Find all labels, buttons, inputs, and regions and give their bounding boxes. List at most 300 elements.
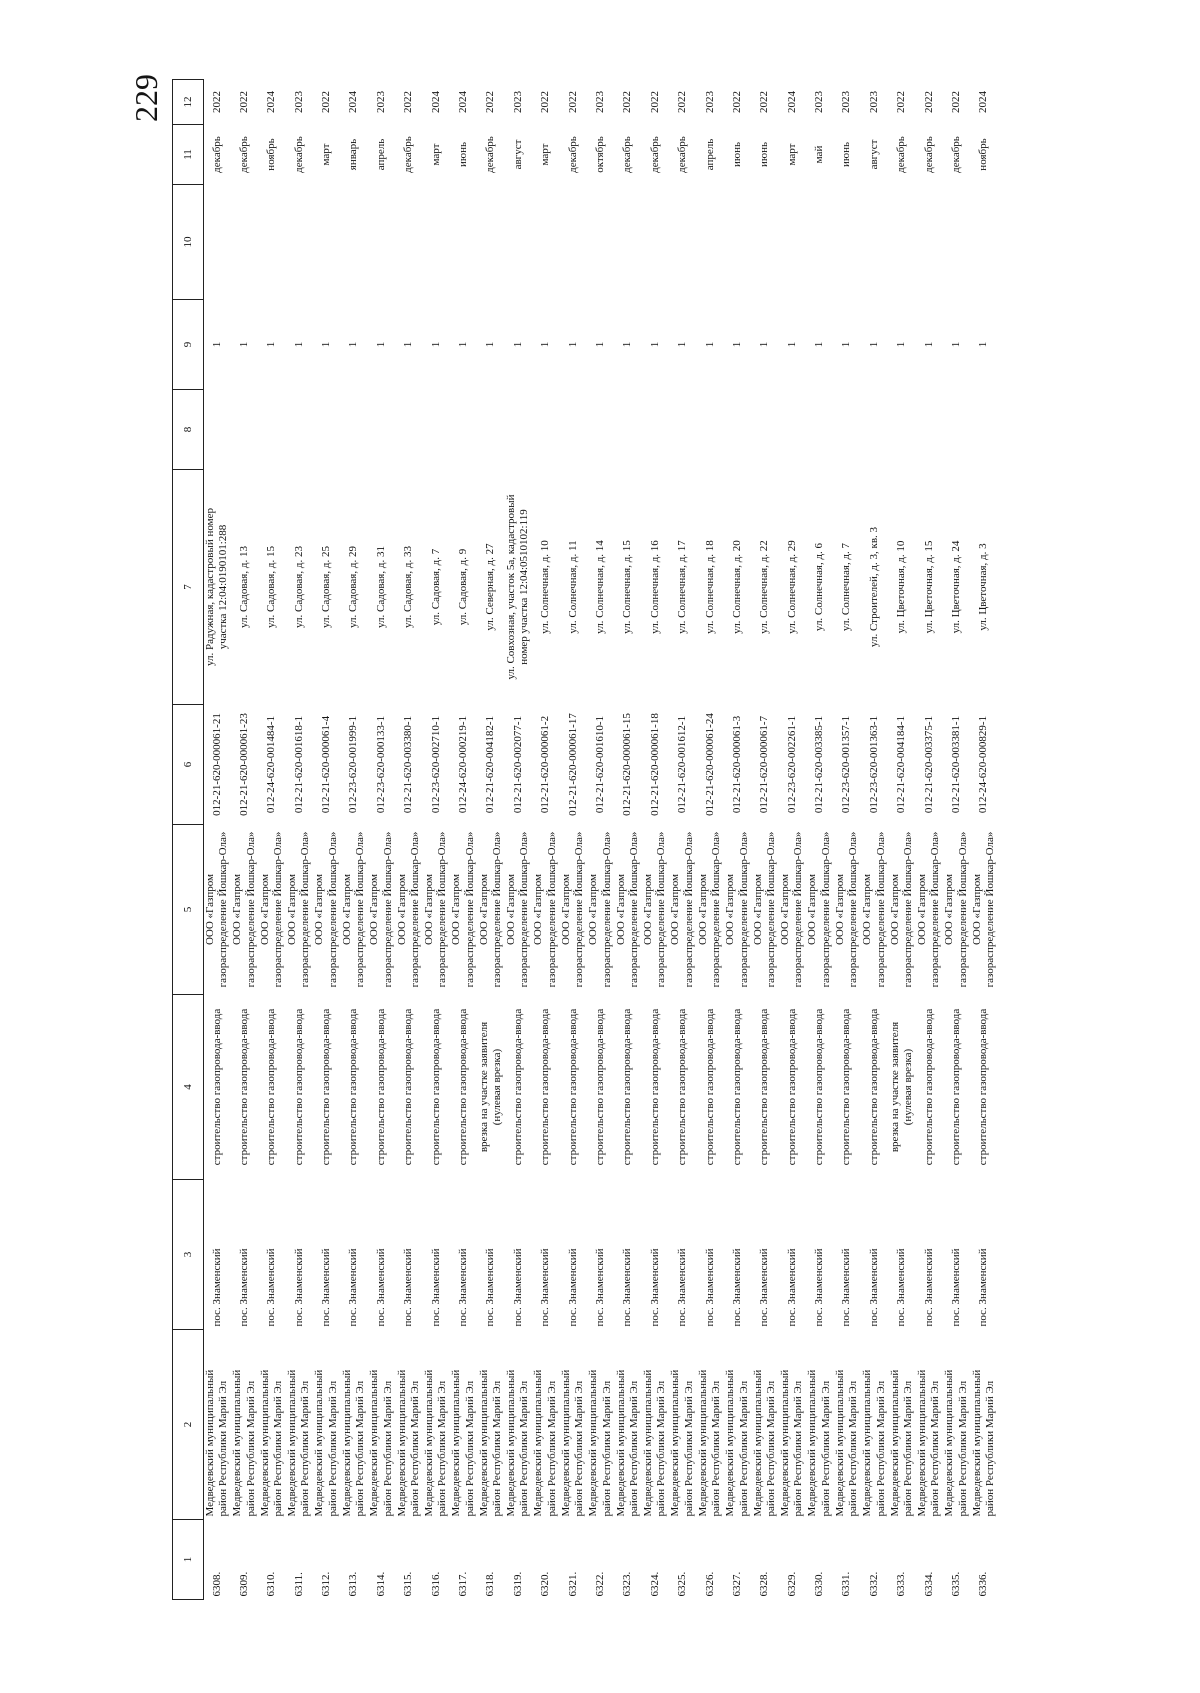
work-type-cell: строительство газопровода-ввода: [621, 1008, 634, 1166]
column-9-cell: 1: [730, 341, 743, 348]
organization-cell: ООО «Газпром газораспределение Йошкар-Ола»: [669, 831, 695, 988]
registry-table: [172, 79, 998, 1600]
month-cell: декабрь: [922, 136, 935, 173]
organization-cell: ООО «Газпром газораспределение Йошкар-Ола»: [204, 831, 230, 988]
district-cell: Медведевский муниципальный район Республики Марий Эл: [970, 1369, 997, 1517]
column-8-cell: [642, 390, 669, 470]
column-8-cell: [231, 390, 258, 470]
settlement-cell: пос. Знаменский: [621, 1248, 634, 1327]
table-row: [943, 80, 970, 1600]
work-type-cell: строительство газопровода-ввода: [840, 1008, 853, 1166]
settlement-cell: пос. Знаменский: [429, 1248, 442, 1327]
month-cell: март: [785, 143, 798, 166]
table-row: [888, 80, 915, 1600]
district-cell: Медведевский муниципальный район Республики Марий Эл: [915, 1369, 942, 1517]
column-9-cell: 1: [237, 341, 250, 348]
organization-cell: ООО «Газпром газораспределение Йошкар-Ола»: [587, 831, 613, 988]
district-cell: Медведевский муниципальный район Республики Марий Эл: [231, 1369, 257, 1517]
work-type-cell: строительство газопровода-ввода: [648, 1008, 661, 1166]
district-cell: Медведевский муниципальный район Республики Марий Эл: [450, 1369, 476, 1517]
month-cell: ноябрь: [265, 138, 278, 171]
settlement-cell: пос. Знаменский: [210, 1248, 223, 1327]
table-row: [916, 80, 943, 1600]
organization-cell: ООО «Газпром газораспределение Йошкар-Ола»: [696, 831, 723, 988]
organization-cell: ООО «Газпром газораспределение Йошкар-Ола»: [285, 831, 312, 988]
address-cell: ул. Цветочная, д. 10: [895, 540, 908, 634]
work-type-cell: строительство газопровода-ввода: [457, 1008, 469, 1166]
column-8-cell: [751, 390, 778, 470]
year-cell: 2023: [511, 91, 524, 113]
address-cell: ул. Садовая, д. 31: [374, 546, 387, 628]
column-8-cell: [395, 390, 422, 470]
column-10-cell: [669, 185, 696, 300]
table-row: [204, 80, 231, 1600]
column-9-cell: 1: [648, 341, 661, 348]
work-type-cell: строительство газопровода-ввода: [292, 1008, 305, 1166]
table-row: [258, 80, 285, 1600]
organization-cell: ООО «Газпром газораспределение Йошкар-Ола»: [970, 831, 997, 988]
column-10-cell: [231, 185, 258, 300]
column-10-cell: [806, 185, 833, 300]
month-cell: октябрь: [593, 136, 606, 173]
district-cell: Медведевский муниципальный район Республики Марий Эл: [614, 1369, 641, 1517]
month-cell: март: [429, 143, 442, 166]
column-9-cell: 1: [210, 341, 223, 348]
column-10-cell: [587, 185, 614, 300]
work-type-cell: строительство газопровода-ввода: [402, 1008, 415, 1166]
column-8-cell: [368, 390, 395, 470]
year-cell: 2024: [347, 91, 360, 113]
work-type-cell: строительство газопровода-ввода: [265, 1008, 278, 1166]
column-8-cell: [833, 390, 860, 470]
year-cell: 2022: [676, 91, 689, 113]
column-8-cell: [861, 390, 888, 470]
table-row: [505, 80, 532, 1600]
year-cell: 2022: [648, 91, 661, 113]
year-cell: 2024: [429, 91, 442, 113]
organization-cell: ООО «Газпром газораспределение Йошкар-Ола»: [778, 831, 805, 988]
column-8-cell: [505, 390, 532, 470]
month-cell: июнь: [758, 142, 771, 168]
month-cell: апрель: [703, 138, 716, 171]
column-8-cell: [779, 390, 806, 470]
district-cell: Медведевский муниципальный район Республики Марий Эл: [833, 1369, 860, 1517]
row-number-cell: 6322.: [593, 1571, 606, 1597]
table-row: [450, 80, 477, 1600]
work-type-cell: строительство газопровода-ввода: [867, 1008, 880, 1166]
column-10-cell: [286, 185, 313, 300]
district-cell: Медведевский муниципальный район Республики Марий Эл: [505, 1369, 531, 1517]
year-cell: 2024: [785, 91, 798, 113]
settlement-cell: пос. Знаменский: [950, 1248, 963, 1327]
settlement-cell: пос. Знаменский: [292, 1248, 305, 1327]
district-cell: Медведевский муниципальный район Республики Марий Эл: [204, 1369, 230, 1517]
table-row: [861, 80, 888, 1600]
column-header-12: 12: [173, 80, 204, 125]
column-8-cell: [587, 390, 614, 470]
column-header-2: 2: [173, 1330, 204, 1520]
address-cell: ул. Солнечная, д. 15: [621, 540, 634, 634]
application-code-cell: 012-21-620-001612-1: [676, 715, 689, 814]
column-8-cell: [916, 390, 943, 470]
year-cell: 2023: [374, 91, 387, 113]
column-header-4: 4: [173, 995, 204, 1180]
work-type-cell: строительство газопровода-ввода: [429, 1008, 442, 1166]
work-type-cell: строительство газопровода-ввода: [237, 1008, 250, 1166]
organization-cell: ООО «Газпром газораспределение Йошкар-Ола»: [915, 831, 942, 988]
column-8-cell: [806, 390, 833, 470]
organization-cell: ООО «Газпром газораспределение Йошкар-Ола»: [559, 831, 586, 988]
column-10-cell: [724, 185, 751, 300]
column-10-cell: [861, 185, 888, 300]
application-code-cell: 012-23-620-002710-1: [429, 715, 442, 814]
district-cell: Медведевский муниципальный район Республики Марий Эл: [477, 1369, 504, 1517]
month-cell: декабрь: [402, 136, 415, 173]
column-header-9: 9: [173, 300, 204, 390]
row-number-cell: 6319.: [511, 1571, 524, 1597]
column-8-cell: [423, 390, 450, 470]
year-cell: 2023: [703, 91, 716, 113]
month-cell: декабрь: [566, 136, 579, 173]
column-9-cell: 1: [320, 341, 333, 348]
application-code-cell: 012-21-620-004182-1: [484, 715, 497, 814]
table-row: [642, 80, 669, 1600]
district-cell: Медведевский муниципальный район Республики Марий Эл: [395, 1369, 421, 1517]
address-cell: ул. Радужная, кадастровый номер участка 12:04:0190101:288: [204, 508, 230, 666]
district-cell: Медведевский муниципальный район Республики Марий Эл: [696, 1369, 723, 1517]
year-cell: 2023: [867, 91, 880, 113]
row-number-cell: 6328.: [758, 1571, 771, 1597]
district-cell: Медведевский муниципальный район Республики Марий Эл: [724, 1369, 750, 1517]
column-10-cell: [505, 185, 532, 300]
column-10-cell: [395, 185, 422, 300]
settlement-cell: пос. Знаменский: [895, 1248, 908, 1327]
row-number-cell: 6308.: [210, 1571, 223, 1597]
month-cell: март: [539, 143, 552, 166]
column-header-5: 5: [173, 825, 204, 995]
settlement-cell: пос. Знаменский: [703, 1248, 716, 1327]
month-cell: январь: [347, 138, 360, 171]
column-8-cell: [258, 390, 285, 470]
month-cell: апрель: [374, 138, 387, 171]
application-code-cell: 012-21-620-000061-2: [539, 715, 552, 814]
table-row: [779, 80, 806, 1600]
row-number-cell: 6332.: [867, 1571, 880, 1597]
row-number-cell: 6330.: [813, 1571, 826, 1597]
column-9-cell: 1: [922, 341, 935, 348]
year-cell: 2022: [950, 91, 963, 113]
work-type-cell: врезка на участке заявителя (нулевая врезка): [477, 1021, 504, 1153]
column-header-10: 10: [173, 185, 204, 300]
column-header-8: 8: [173, 390, 204, 470]
settlement-cell: пос. Знаменский: [265, 1248, 278, 1327]
application-code-cell: 012-21-620-000061-15: [621, 713, 634, 816]
address-cell: ул. Садовая, д. 7: [429, 548, 442, 626]
column-10-cell: [642, 185, 669, 300]
column-9-cell: 1: [511, 341, 524, 348]
row-number-cell: 6324.: [648, 1571, 661, 1597]
settlement-cell: пос. Знаменский: [457, 1248, 469, 1327]
row-number-cell: 6321.: [566, 1571, 579, 1597]
organization-cell: ООО «Газпром газораспределение Йошкар-Ола»: [368, 831, 394, 988]
work-type-cell: строительство газопровода-ввода: [320, 1008, 333, 1166]
table-row: [970, 80, 997, 1600]
row-number-cell: 6311.: [292, 1572, 305, 1597]
month-cell: декабрь: [648, 136, 661, 173]
settlement-cell: пос. Знаменский: [511, 1248, 524, 1327]
column-9-cell: 1: [292, 341, 305, 348]
address-cell: ул. Солнечная, д. 14: [593, 540, 606, 634]
month-cell: декабрь: [676, 136, 689, 173]
row-number-cell: 6336.: [977, 1571, 990, 1597]
row-number-cell: 6331.: [840, 1571, 853, 1597]
table-row: [806, 80, 833, 1600]
column-8-cell: [340, 390, 367, 470]
row-number-cell: 6329.: [785, 1571, 798, 1597]
column-9-cell: 1: [676, 341, 689, 348]
application-code-cell: 012-21-620-002077-1: [511, 715, 524, 814]
district-cell: Медведевский муниципальный район Республики Марий Эл: [806, 1369, 832, 1517]
column-9-cell: 1: [593, 341, 606, 348]
row-number-cell: 6312.: [320, 1571, 333, 1597]
column-10-cell: [833, 185, 860, 300]
column-8-cell: [724, 390, 751, 470]
settlement-cell: пос. Знаменский: [484, 1248, 497, 1327]
address-cell: ул. Солнечная, д. 7: [840, 542, 853, 632]
organization-cell: ООО «Газпром газораспределение Йошкар-Ола»: [477, 831, 504, 988]
column-8-cell: [669, 390, 696, 470]
address-cell: ул. Садовая, д. 33: [402, 546, 415, 628]
address-cell: ул. Садовая, д. 15: [265, 546, 278, 628]
column-9-cell: 1: [265, 341, 278, 348]
settlement-cell: пос. Знаменский: [730, 1248, 743, 1327]
column-9-cell: 1: [950, 341, 963, 348]
column-header-6: 6: [173, 705, 204, 825]
table-row: [669, 80, 696, 1600]
table-row: [286, 80, 313, 1600]
column-9-cell: 1: [457, 341, 469, 348]
month-cell: декабрь: [484, 136, 497, 173]
settlement-cell: пос. Знаменский: [840, 1248, 853, 1327]
row-number-cell: 6309.: [237, 1571, 250, 1597]
column-8-cell: [943, 390, 970, 470]
application-code-cell: 012-24-620-000219-1: [457, 715, 469, 814]
row-number-cell: 6327.: [730, 1571, 743, 1597]
year-cell: 2022: [402, 91, 415, 113]
application-code-cell: 012-21-620-003375-1: [922, 715, 935, 814]
table-row: [833, 80, 860, 1600]
work-type-cell: строительство газопровода-ввода: [730, 1008, 743, 1166]
settlement-cell: пос. Знаменский: [374, 1248, 387, 1327]
month-cell: декабрь: [237, 136, 250, 173]
district-cell: Медведевский муниципальный район Республики Марий Эл: [368, 1369, 394, 1517]
settlement-cell: пос. Знаменский: [758, 1248, 771, 1327]
work-type-cell: строительство газопровода-ввода: [593, 1008, 606, 1166]
address-cell: ул. Садовая, д. 13: [237, 546, 250, 628]
organization-cell: ООО «Газпром газораспределение Йошкар-Ола»: [450, 831, 476, 988]
table-row: [313, 80, 340, 1600]
year-cell: 2024: [265, 91, 278, 113]
address-cell: ул. Солнечная, д. 29: [785, 540, 798, 634]
district-cell: Медведевский муниципальный район Республики Марий Эл: [669, 1369, 695, 1517]
application-code-cell: 012-23-620-000133-1: [374, 715, 387, 814]
application-code-cell: 012-21-620-000061-23: [237, 713, 250, 816]
application-code-cell: 012-21-620-000061-3: [730, 715, 743, 814]
table-body: [204, 80, 998, 1600]
page-number: 229: [128, 74, 164, 122]
year-cell: 2022: [237, 91, 250, 113]
column-10-cell: [943, 185, 970, 300]
organization-cell: ООО «Газпром газораспределение Йошкар-Ола»: [751, 831, 777, 988]
application-code-cell: 012-23-620-001999-1: [347, 715, 360, 814]
row-number-cell: 6325.: [676, 1571, 689, 1597]
address-cell: ул. Северная, д. 27: [484, 543, 497, 631]
organization-cell: ООО «Газпром газораспределение Йошкар-Ола»: [614, 831, 641, 988]
column-9-cell: 1: [429, 341, 442, 348]
month-cell: декабрь: [210, 136, 223, 173]
district-cell: Медведевский муниципальный район Республики Марий Эл: [778, 1369, 805, 1517]
address-cell: ул. Солнечная, д. 10: [539, 540, 552, 634]
column-8-cell: [286, 390, 313, 470]
settlement-cell: пос. Знаменский: [648, 1248, 661, 1327]
column-9-cell: 1: [703, 341, 716, 348]
column-10-cell: [532, 185, 559, 300]
application-code-cell: 012-21-620-000061-21: [210, 713, 223, 816]
district-cell: Медведевский муниципальный район Республики Марий Эл: [642, 1369, 668, 1517]
address-cell: ул. Солнечная, д. 18: [703, 540, 716, 634]
organization-cell: ООО «Газпром газораспределение Йошкар-Ола»: [258, 831, 284, 988]
work-type-cell: строительство газопровода-ввода: [210, 1008, 223, 1166]
work-type-cell: строительство газопровода-ввода: [758, 1008, 771, 1166]
month-cell: август: [867, 139, 880, 170]
column-8-cell: [532, 390, 559, 470]
column-9-cell: 1: [484, 341, 497, 348]
column-8-cell: [477, 390, 504, 470]
month-cell: декабрь: [950, 136, 963, 173]
organization-cell: ООО «Газпром газораспределение Йошкар-Ола»: [532, 831, 558, 988]
column-10-cell: [340, 185, 367, 300]
settlement-cell: пос. Знаменский: [593, 1248, 606, 1327]
year-cell: 2022: [895, 91, 908, 113]
month-cell: август: [511, 139, 524, 170]
work-type-cell: строительство газопровода-ввода: [566, 1008, 579, 1166]
year-cell: 2022: [320, 91, 333, 113]
settlement-cell: пос. Знаменский: [785, 1248, 798, 1327]
column-10-cell: [697, 185, 724, 300]
year-cell: 2023: [292, 91, 305, 113]
year-cell: 2023: [813, 91, 826, 113]
organization-cell: ООО «Газпром газораспределение Йошкар-Ола»: [395, 831, 421, 988]
settlement-cell: пос. Знаменский: [320, 1248, 333, 1327]
column-8-cell: [204, 390, 231, 470]
address-cell: ул. Цветочная, д. 3: [977, 543, 990, 631]
row-number-cell: 6313.: [347, 1571, 360, 1597]
settlement-cell: пос. Знаменский: [867, 1248, 880, 1327]
application-code-cell: 012-21-620-001610-1: [593, 715, 606, 814]
address-cell: ул. Солнечная, д. 16: [648, 540, 661, 634]
column-10-cell: [258, 185, 285, 300]
address-cell: ул. Совхозная, участок 5а, кадастровый номер участка 12:04:0510102:119: [505, 494, 531, 680]
organization-cell: ООО «Газпром газораспределение Йошкар-Ола»: [642, 831, 668, 988]
application-code-cell: 012-24-620-001484-1: [265, 715, 278, 814]
column-9-cell: 1: [374, 341, 387, 348]
settlement-cell: пос. Знаменский: [922, 1248, 935, 1327]
application-code-cell: 012-21-620-003381-1: [950, 715, 963, 814]
year-cell: 2022: [922, 91, 935, 113]
year-cell: 2022: [730, 91, 743, 113]
settlement-cell: пос. Знаменский: [676, 1248, 689, 1327]
column-9-cell: 1: [402, 341, 415, 348]
organization-cell: ООО «Газпром газораспределение Йошкар-Ола»: [422, 831, 449, 988]
settlement-cell: пос. Знаменский: [347, 1248, 360, 1327]
application-code-cell: 012-21-620-004184-1: [895, 715, 908, 814]
month-cell: май: [813, 145, 826, 164]
row-number-cell: 6326.: [703, 1571, 716, 1597]
address-cell: ул. Солнечная, д. 11: [566, 540, 579, 634]
month-cell: июнь: [457, 142, 469, 168]
column-10-cell: [970, 185, 997, 300]
column-8-cell: [970, 390, 997, 470]
settlement-cell: пос. Знаменский: [566, 1248, 579, 1327]
column-10-cell: [751, 185, 778, 300]
month-cell: декабрь: [292, 136, 305, 173]
column-header-1: 1: [173, 1520, 204, 1600]
work-type-cell: строительство газопровода-ввода: [922, 1008, 935, 1166]
table-row: [751, 80, 778, 1600]
month-cell: июнь: [730, 142, 743, 168]
row-number-cell: 6317.: [457, 1571, 469, 1597]
month-cell: декабрь: [621, 136, 634, 173]
column-9-cell: 1: [813, 341, 826, 348]
settlement-cell: пос. Знаменский: [813, 1248, 826, 1327]
column-9-cell: 1: [539, 341, 552, 348]
table-row: [532, 80, 559, 1600]
district-cell: Медведевский муниципальный район Республики Марий Эл: [751, 1369, 777, 1517]
column-9-cell: 1: [977, 341, 990, 348]
column-8-cell: [614, 390, 641, 470]
year-cell: 2022: [539, 91, 552, 113]
address-cell: ул. Садовая, д. 25: [320, 546, 333, 628]
table-row: [560, 80, 587, 1600]
application-code-cell: 012-21-620-000061-17: [566, 713, 579, 816]
organization-cell: ООО «Газпром газораспределение Йошкар-Ола»: [724, 831, 750, 988]
address-cell: ул. Солнечная, д. 6: [813, 542, 826, 632]
work-type-cell: строительство газопровода-ввода: [785, 1008, 798, 1166]
row-number-cell: 6310.: [265, 1571, 278, 1597]
column-9-cell: 1: [895, 341, 908, 348]
organization-cell: ООО «Газпром газораспределение Йошкар-Ола»: [888, 831, 914, 988]
address-cell: ул. Цветочная, д. 15: [922, 540, 935, 634]
address-cell: ул. Солнечная, д. 20: [730, 540, 743, 634]
address-cell: ул. Солнечная, д. 17: [676, 540, 689, 634]
column-8-cell: [888, 390, 915, 470]
column-header-3: 3: [173, 1180, 204, 1330]
application-code-cell: 012-24-620-000829-1: [977, 715, 990, 814]
work-type-cell: строительство газопровода-ввода: [813, 1008, 826, 1166]
application-code-cell: 012-23-620-002261-1: [785, 715, 798, 814]
district-cell: Медведевский муниципальный район Республики Марий Эл: [888, 1369, 914, 1517]
work-type-cell: строительство газопровода-ввода: [950, 1008, 963, 1166]
settlement-cell: пос. Знаменский: [977, 1248, 990, 1327]
work-type-cell: строительство газопровода-ввода: [977, 1008, 990, 1166]
column-8-cell: [450, 390, 477, 470]
organization-cell: ООО «Газпром газораспределение Йошкар-Ола»: [833, 831, 860, 988]
address-cell: ул. Садовая, д. 9: [457, 548, 469, 626]
application-code-cell: 012-21-620-000061-7: [758, 715, 771, 814]
address-cell: ул. Садовая, д. 23: [292, 546, 305, 628]
column-9-cell: 1: [758, 341, 771, 348]
month-cell: июнь: [840, 142, 853, 168]
